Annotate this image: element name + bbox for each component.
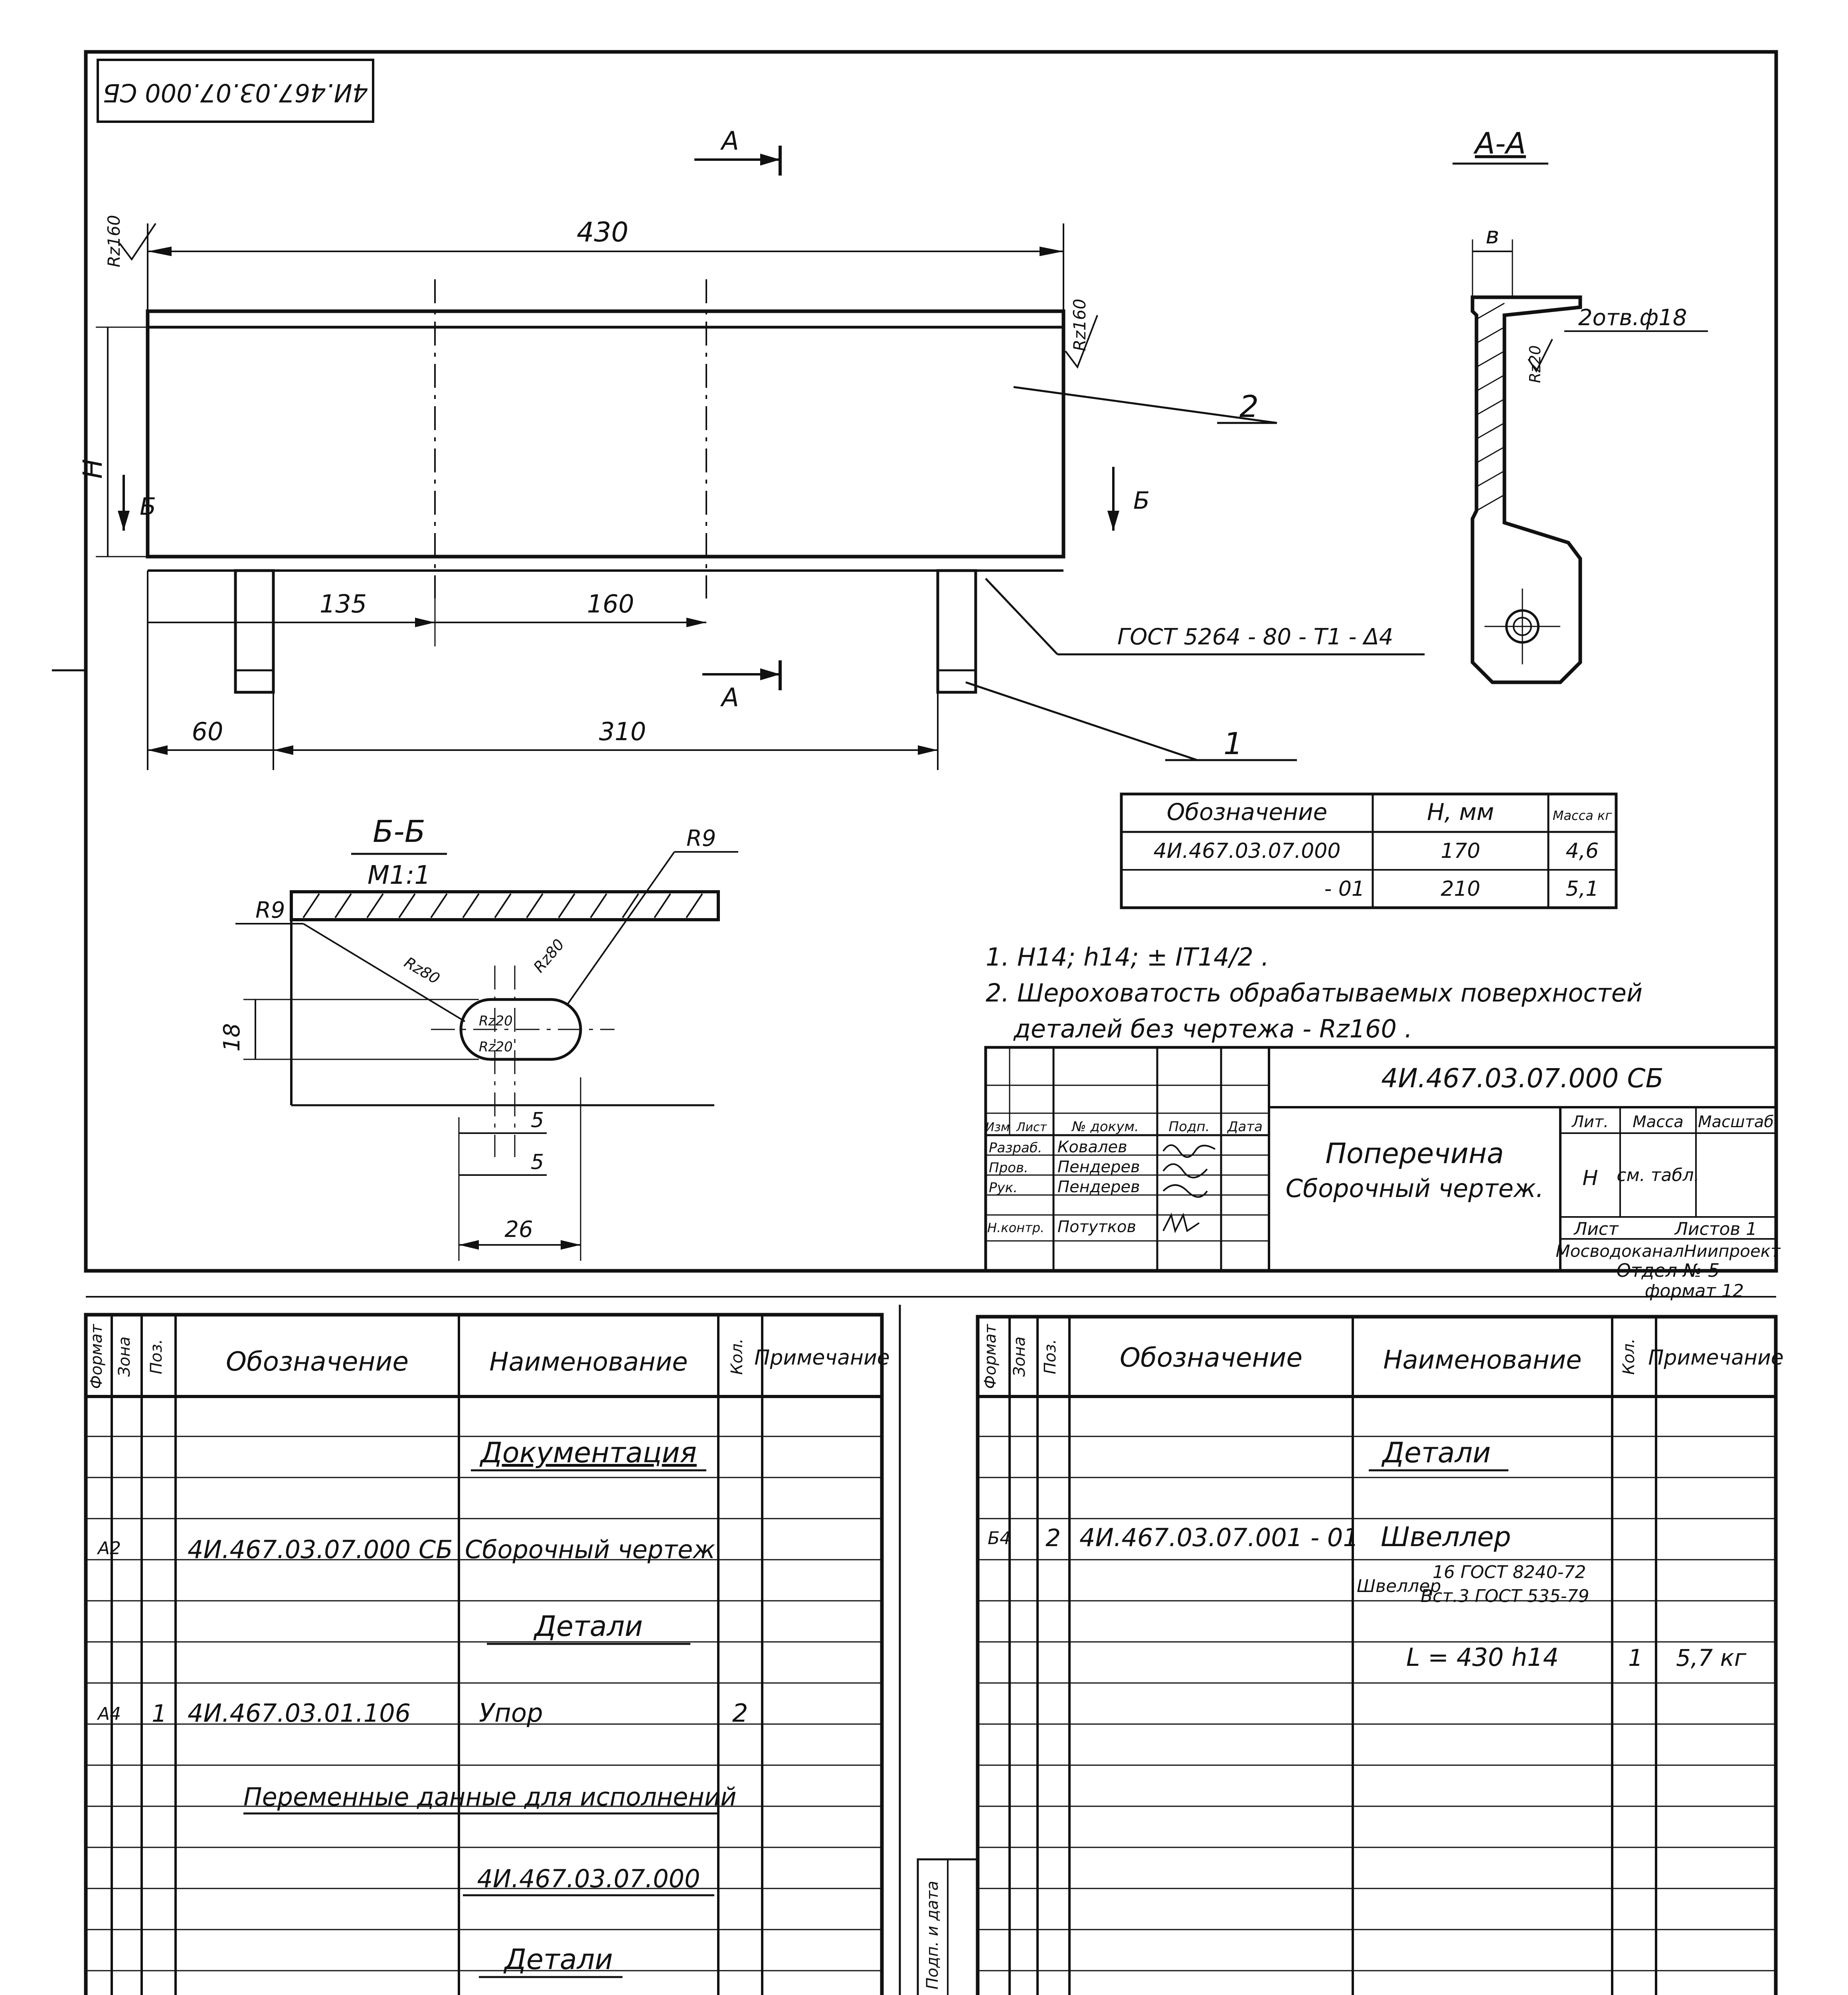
ls-r4-wide: Переменные данные для исполнений: [243, 1782, 737, 1811]
section-a-top-head: [760, 154, 780, 166]
rs-r2-prefix: Швеллер: [1357, 1576, 1441, 1596]
r9-left: R9: [255, 897, 285, 923]
callout-1: 1: [1223, 726, 1243, 761]
rz160-left: Rz160: [104, 215, 124, 267]
tb-h-list: Лист: [1016, 1120, 1047, 1134]
ls-section-docs: Документация: [480, 1436, 697, 1469]
tb-lit-value: Н: [1582, 1166, 1598, 1190]
rs-h-code: Обозначение: [1120, 1342, 1302, 1373]
section-b-left-label: Б: [140, 493, 156, 521]
ls-h-zone: Зона: [115, 1336, 134, 1377]
ls-section-parts-1: Детали: [534, 1610, 643, 1643]
rz160-left-mark: [120, 223, 156, 259]
variant-r1-mass: 4,6: [1565, 839, 1599, 863]
rz80-bb-left: Rz80: [401, 953, 443, 988]
variant-r2-h: 210: [1441, 877, 1480, 901]
rs-r1-name: Швеллер: [1381, 1521, 1511, 1553]
rs-r1-pos: 2: [1046, 1524, 1061, 1552]
dim-135-label: 135: [319, 589, 367, 618]
section-b-right-label: Б: [1133, 487, 1150, 515]
section-a-bottom-head: [760, 668, 780, 680]
top-title-block: [985, 1047, 1781, 1301]
ls-h-name: Наименование: [489, 1347, 688, 1377]
section-aa-hatch: [1476, 303, 1504, 511]
r9-right: R9: [686, 826, 716, 851]
section-b-right-head: [1107, 511, 1119, 531]
dim-26-arrow-left: [459, 1240, 479, 1250]
dim-26-arrow-right: [561, 1240, 581, 1250]
right-spec-sheet: [918, 1317, 1784, 1995]
ls-r3-format: А4: [98, 1704, 121, 1724]
dim-h-label: Н: [77, 459, 108, 479]
rs-h-name: Наименование: [1383, 1345, 1582, 1375]
leader-2: [1014, 387, 1277, 423]
front-view: [77, 126, 1425, 770]
section-bb-view: [219, 814, 738, 1261]
tb-scale-label: Масштаб: [1698, 1113, 1774, 1131]
tb-h-izm: Изм: [985, 1120, 1010, 1134]
variant-h-mass: Масса кг: [1552, 808, 1612, 823]
stop-right-foot: [938, 670, 976, 692]
tb-h-sign: Подп.: [1168, 1119, 1210, 1135]
rs-r2-bottom: Вст.3 ГОСТ 535-79: [1421, 1586, 1589, 1606]
dim-310-arrow-left: [273, 745, 293, 755]
top-sheet: [52, 52, 1781, 1301]
section-a-bottom-label: А: [721, 683, 739, 713]
ls-r3-name: Упор: [479, 1699, 543, 1728]
rs-r3-qty: 1: [1628, 1644, 1643, 1671]
tb-h-date: Дата: [1227, 1119, 1263, 1135]
rs-r2-top: 16 ГОСТ 8240-72: [1433, 1562, 1586, 1582]
rs-section-parts: Детали: [1382, 1436, 1491, 1469]
leader-weld: [986, 579, 1057, 654]
channel-outline: [148, 311, 1063, 557]
stop-right: [938, 571, 976, 692]
section-bb-title: Б-Б: [373, 814, 425, 849]
rs-h-format: Формат: [981, 1324, 1000, 1389]
rz20-aa: Rz20: [1526, 345, 1544, 383]
tb-name-2: Пендерев: [1057, 1158, 1140, 1176]
ls-r1-format: А2: [98, 1538, 121, 1558]
tb-code: 4И.467.03.07.000 СБ: [1381, 1063, 1664, 1094]
section-bb-scale: М1:1: [367, 861, 431, 890]
dim-430-label: 430: [577, 217, 629, 248]
rs-h-note: Примечание: [1648, 1346, 1784, 1370]
ls-h-note: Примечание: [754, 1346, 890, 1370]
ls-h-pos: Поз.: [147, 1339, 166, 1375]
dim-5-top-label: 5: [531, 1108, 544, 1132]
tb-mass-value: см. табл.: [1617, 1165, 1700, 1185]
tb-h-doc: № докум.: [1072, 1119, 1139, 1135]
ls-r3-qty: 2: [732, 1699, 748, 1728]
tb-name-1: Ковалев: [1057, 1138, 1127, 1156]
ls-r1-name: Сборочный чертеж: [465, 1535, 715, 1564]
ls-r5-code: 4И.467.03.07.000: [477, 1864, 700, 1893]
note-3: деталей без чертежа - Rz160 .: [1014, 1014, 1413, 1043]
tb-org: МосводоканалНиипроект: [1555, 1241, 1781, 1261]
tb-signatures: [1163, 1145, 1215, 1231]
dim-310-label: 310: [599, 717, 646, 746]
rs-r1-code: 4И.467.03.07.001 - 01: [1079, 1523, 1359, 1552]
tb-name: Поперечина: [1325, 1137, 1504, 1170]
tb-sheets-label: Листов 1: [1674, 1219, 1757, 1239]
tb-role-4: Н.контр.: [987, 1220, 1045, 1235]
dim-160-arrow: [686, 618, 706, 627]
tb-dept: Отдел № 5: [1616, 1260, 1720, 1281]
dim-18-label: 18: [219, 1023, 245, 1052]
rs-h-qty: Кол.: [1620, 1338, 1638, 1375]
section-a-top-label: А: [721, 126, 739, 156]
section-bb-flange: [291, 892, 718, 920]
rs-r3-name: L = 430 h14: [1406, 1643, 1559, 1672]
tb-format: формат 12: [1644, 1281, 1744, 1301]
dim-135-arrow: [415, 618, 435, 627]
section-aa-title: А-А: [1475, 126, 1526, 161]
holes-note: 2отв.ф18: [1578, 305, 1687, 331]
rs-h-pos: Поз.: [1041, 1339, 1059, 1375]
variant-r1-h: 170: [1441, 839, 1480, 863]
stop-left: [235, 571, 273, 692]
ls-r3-pos: 1: [152, 1700, 167, 1728]
dim-60-arrow-left: [148, 745, 168, 755]
ls-h-format: Формат: [87, 1324, 106, 1389]
variant-table: [1121, 794, 1616, 908]
r9-right-leader: [567, 852, 674, 1005]
variant-r2-mass: 5,1: [1565, 877, 1599, 901]
weld-note: ГОСТ 5264 - 80 - Т1 - Δ4: [1117, 624, 1393, 650]
ls-h-code: Обозначение: [226, 1346, 409, 1377]
dim-b-label: в: [1485, 222, 1500, 249]
dim-310-arrow-right: [918, 745, 938, 755]
tb-name-4: Потутков: [1057, 1218, 1136, 1236]
callout-2: 2: [1239, 389, 1259, 424]
stop-left-foot: [235, 670, 273, 692]
tb-name-3: Пендерев: [1057, 1178, 1140, 1196]
rz20-bb-a: Rz20: [479, 1013, 513, 1029]
variant-r2-code: - 01: [1324, 877, 1365, 901]
left-spec-sheet: [86, 1315, 890, 1995]
rs-side-label-5: Подп. и дата: [923, 1880, 942, 1990]
tb-mass-label: Масса: [1633, 1113, 1684, 1131]
rs-r1-format: Б4: [988, 1528, 1011, 1549]
leader-1: [966, 682, 1197, 760]
dim-26-label: 26: [504, 1217, 533, 1242]
tb-role-3: Рук.: [989, 1180, 1018, 1196]
rotated-code: 4И.467.03.07.000 СБ: [103, 78, 368, 107]
notes: [986, 942, 1642, 1043]
ls-section-parts-2: Детали: [504, 1943, 613, 1976]
ls-h-qty: Кол.: [728, 1338, 746, 1375]
ls-r3-code: 4И.467.03.01.106: [188, 1699, 411, 1728]
dim-60-label: 60: [192, 717, 223, 746]
rz20-bb-b: Rz20: [479, 1039, 513, 1055]
dim-430-arrow-right: [1040, 247, 1063, 256]
section-aa-view: [1453, 126, 1708, 682]
variant-r1-code: 4И.467.03.07.000: [1153, 839, 1341, 863]
tb-role-1: Разраб.: [989, 1140, 1042, 1156]
dim-5-bottom-label: 5: [531, 1150, 544, 1174]
tb-lit-label: Лит.: [1571, 1113, 1609, 1131]
section-b-left-head: [118, 511, 130, 531]
rs-r3-note: 5,7 кг: [1676, 1644, 1747, 1671]
note-2: 2. Шероховатость обрабатываемых поверхностей: [986, 978, 1643, 1007]
variant-h-h: Н, мм: [1427, 798, 1494, 826]
tb-doc-type: Сборочный чертеж.: [1285, 1174, 1544, 1203]
tb-role-2: Пров.: [989, 1160, 1028, 1176]
rs-h-zone: Зона: [1010, 1336, 1029, 1377]
ls-r1-code: 4И.467.03.07.000 СБ: [188, 1535, 453, 1564]
dim-430-arrow-left: [148, 247, 172, 256]
rz160-right: Rz160: [1070, 298, 1089, 351]
variant-h-code: Обозначение: [1166, 798, 1328, 826]
rz80-bb-right: Rz80: [530, 935, 568, 976]
tb-sheet-label: Лист: [1574, 1219, 1619, 1239]
note-1: 1. Н14; h14; ± IT14/2 .: [986, 942, 1269, 972]
dim-160-label: 160: [587, 589, 634, 618]
